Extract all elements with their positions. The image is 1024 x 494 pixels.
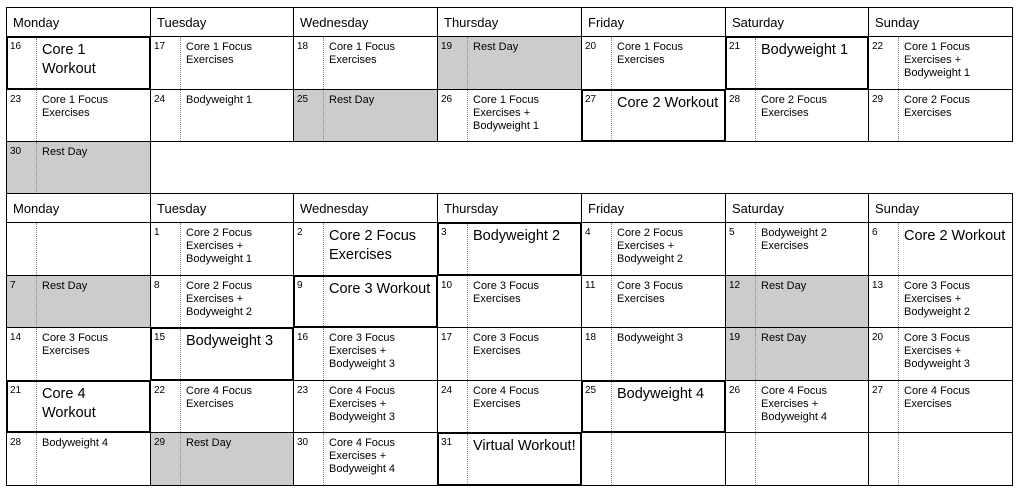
cell-divider bbox=[755, 381, 756, 432]
calendar-day-cell bbox=[150, 327, 294, 381]
calendar-day-cell bbox=[725, 327, 869, 381]
day-activity: Bodyweight 2 bbox=[473, 228, 561, 244]
day-activity: Rest Day bbox=[329, 94, 375, 106]
calendar-day-cell bbox=[725, 275, 869, 328]
day-activity: Core 4 Focus Exercises + Bodyweight 4 bbox=[329, 437, 396, 475]
day-number: 7 bbox=[10, 280, 16, 291]
cell-divider bbox=[180, 37, 181, 89]
calendar-day-cell bbox=[6, 432, 151, 486]
day-activity: Core 3 Focus Exercises + Bodyweight 3 bbox=[904, 332, 971, 370]
day-header-wednesday: Wednesday bbox=[293, 7, 438, 37]
cell-divider bbox=[36, 433, 37, 485]
day-number: 29 bbox=[872, 94, 884, 105]
day-number: 28 bbox=[10, 437, 22, 448]
cell-divider bbox=[323, 381, 324, 432]
day-activity: Core 2 Focus Exercises bbox=[761, 94, 828, 119]
calendar-day-cell bbox=[150, 432, 294, 486]
day-number: 3 bbox=[441, 227, 447, 238]
day-number: 28 bbox=[729, 94, 741, 105]
calendar-day-cell bbox=[437, 36, 582, 90]
cell-divider bbox=[323, 37, 324, 89]
calendar-day-cell bbox=[6, 327, 151, 381]
day-activity: Bodyweight 1 bbox=[186, 94, 253, 106]
calendar-day-cell bbox=[6, 141, 151, 195]
calendar-day-cell bbox=[581, 222, 726, 276]
cell-divider bbox=[467, 434, 468, 484]
day-number: 16 bbox=[10, 41, 22, 52]
calendar-day-cell bbox=[437, 380, 582, 433]
day-activity: Core 4 Focus Exercises bbox=[186, 385, 253, 410]
cell-divider bbox=[898, 37, 899, 89]
day-number: 25 bbox=[297, 94, 309, 105]
day-activity: Core 2 Workout bbox=[617, 95, 719, 111]
day-activity: Virtual Workout! bbox=[473, 438, 576, 454]
day-header-saturday: Saturday bbox=[725, 7, 869, 37]
day-number: 27 bbox=[585, 94, 597, 105]
cell-divider bbox=[467, 37, 468, 89]
day-header-thursday: Thursday bbox=[437, 193, 582, 223]
day-header-monday: Monday bbox=[6, 193, 151, 223]
calendar-day-cell bbox=[150, 222, 294, 276]
day-header-saturday: Saturday bbox=[725, 193, 869, 223]
calendar-day-cell bbox=[293, 275, 438, 328]
cell-divider bbox=[611, 328, 612, 380]
cell-divider bbox=[323, 223, 324, 275]
cell-divider bbox=[467, 381, 468, 432]
day-number: 15 bbox=[154, 332, 166, 343]
day-activity: Core 3 Focus Exercises + Bodyweight 2 bbox=[904, 280, 971, 318]
day-activity: Core 3 Focus Exercises bbox=[473, 332, 540, 357]
day-header-thursday: Thursday bbox=[437, 7, 582, 37]
cell-divider bbox=[611, 223, 612, 275]
calendar-day-cell bbox=[868, 327, 1013, 381]
cell-divider bbox=[180, 223, 181, 275]
day-number: 19 bbox=[729, 332, 741, 343]
cell-divider bbox=[467, 224, 468, 274]
day-number: 24 bbox=[441, 385, 453, 396]
day-number: 31 bbox=[441, 437, 453, 448]
day-number: 21 bbox=[10, 385, 22, 396]
day-number: 26 bbox=[441, 94, 453, 105]
cell-divider bbox=[36, 142, 37, 194]
cell-divider bbox=[898, 433, 899, 485]
day-activity: Rest Day bbox=[42, 146, 88, 158]
day-number: 16 bbox=[297, 332, 309, 343]
day-activity: Rest Day bbox=[186, 437, 232, 449]
day-activity: Core 2 Focus Exercises + Bodyweight 1 bbox=[186, 227, 253, 265]
day-activity: Core 3 Focus Exercises bbox=[617, 280, 684, 305]
cell-divider bbox=[898, 328, 899, 380]
day-number: 1 bbox=[154, 227, 160, 238]
cell-divider bbox=[898, 276, 899, 327]
cell-divider bbox=[755, 328, 756, 380]
calendar-day-cell bbox=[150, 275, 294, 328]
cell-divider bbox=[467, 276, 468, 327]
day-activity: Core 2 Focus Exercises bbox=[329, 228, 417, 263]
day-activity: Bodyweight 3 bbox=[617, 332, 684, 344]
day-activity: Core 1 Focus Exercises bbox=[617, 41, 684, 66]
cell-divider bbox=[467, 90, 468, 141]
day-activity: Bodyweight 3 bbox=[186, 333, 274, 349]
day-activity: Core 1 Focus Exercises + Bodyweight 1 bbox=[904, 41, 971, 79]
cell-divider bbox=[323, 433, 324, 485]
calendar-day-cell bbox=[581, 36, 726, 90]
day-number: 20 bbox=[585, 41, 597, 52]
day-number: 23 bbox=[297, 385, 309, 396]
calendar-day-cell bbox=[150, 36, 294, 90]
calendar-day-cell bbox=[725, 89, 869, 142]
cell-divider bbox=[180, 329, 181, 379]
day-number: 19 bbox=[441, 41, 453, 52]
cell-divider bbox=[36, 38, 37, 88]
cell-divider bbox=[611, 91, 612, 140]
day-activity: Core 4 Focus Exercises bbox=[904, 385, 971, 410]
calendar-day-cell bbox=[725, 36, 869, 90]
calendar-day-cell bbox=[868, 36, 1013, 90]
day-header-friday: Friday bbox=[581, 193, 726, 223]
cell-divider bbox=[180, 90, 181, 141]
day-header-tuesday: Tuesday bbox=[150, 7, 294, 37]
day-number: 23 bbox=[10, 94, 22, 105]
day-header-friday: Friday bbox=[581, 7, 726, 37]
day-activity: Bodyweight 2 Exercises bbox=[761, 227, 828, 252]
day-number: 21 bbox=[729, 41, 741, 52]
calendar-day-cell bbox=[581, 380, 726, 433]
day-number: 29 bbox=[154, 437, 166, 448]
day-activity: Bodyweight 1 bbox=[761, 42, 849, 58]
calendar-day-cell bbox=[868, 432, 1013, 486]
cell-divider bbox=[180, 381, 181, 432]
day-number: 4 bbox=[585, 227, 591, 238]
day-activity: Core 2 Focus Exercises + Bodyweight 2 bbox=[186, 280, 253, 318]
day-number: 13 bbox=[872, 280, 884, 291]
day-number: 22 bbox=[154, 385, 166, 396]
calendar-day-cell bbox=[725, 432, 869, 486]
cell-divider bbox=[898, 90, 899, 141]
day-activity: Core 3 Focus Exercises bbox=[42, 332, 109, 357]
day-header-sunday: Sunday bbox=[868, 193, 1013, 223]
day-activity: Core 3 Focus Exercises bbox=[473, 280, 540, 305]
day-number: 18 bbox=[297, 41, 309, 52]
calendar-day-cell bbox=[437, 432, 582, 486]
day-number: 27 bbox=[872, 385, 884, 396]
day-activity: Core 1 Workout bbox=[42, 42, 96, 77]
calendar-day-cell bbox=[581, 89, 726, 142]
day-activity: Rest Day bbox=[761, 280, 807, 292]
cell-divider bbox=[898, 381, 899, 432]
cell-divider bbox=[611, 276, 612, 327]
day-number: 5 bbox=[729, 227, 735, 238]
cell-divider bbox=[36, 382, 37, 431]
day-activity: Core 1 Focus Exercises + Bodyweight 1 bbox=[473, 94, 540, 132]
day-activity: Core 2 Workout bbox=[904, 228, 1006, 244]
cell-divider bbox=[755, 38, 756, 88]
day-activity: Rest Day bbox=[761, 332, 807, 344]
day-header-tuesday: Tuesday bbox=[150, 193, 294, 223]
day-activity: Core 2 Focus Exercises + Bodyweight 2 bbox=[617, 227, 684, 265]
day-number: 18 bbox=[585, 332, 597, 343]
day-activity: Core 4 Focus Exercises + Bodyweight 4 bbox=[761, 385, 828, 423]
cell-divider bbox=[180, 433, 181, 485]
cell-divider bbox=[36, 223, 37, 275]
calendar-day-cell bbox=[6, 222, 151, 276]
day-activity: Core 1 Focus Exercises bbox=[42, 94, 109, 119]
day-number: 22 bbox=[872, 41, 884, 52]
calendar-day-cell bbox=[293, 89, 438, 142]
day-activity: Core 1 Focus Exercises bbox=[186, 41, 253, 66]
calendar-day-cell bbox=[725, 380, 869, 433]
cell-divider bbox=[755, 90, 756, 141]
day-header-sunday: Sunday bbox=[868, 7, 1013, 37]
calendar-day-cell bbox=[437, 275, 582, 328]
day-number: 30 bbox=[297, 437, 309, 448]
calendar-day-cell bbox=[6, 89, 151, 142]
cell-divider bbox=[898, 223, 899, 275]
cell-divider bbox=[611, 37, 612, 89]
calendar-day-cell bbox=[581, 275, 726, 328]
day-activity: Bodyweight 4 bbox=[42, 437, 109, 449]
calendar-day-cell bbox=[437, 222, 582, 276]
day-activity: Core 4 Focus Exercises bbox=[473, 385, 540, 410]
day-number: 2 bbox=[297, 227, 303, 238]
day-activity: Rest Day bbox=[473, 41, 519, 53]
cell-divider bbox=[467, 328, 468, 380]
day-number: 20 bbox=[872, 332, 884, 343]
calendar-day-cell bbox=[293, 222, 438, 276]
cell-divider bbox=[323, 277, 324, 326]
calendar-day-cell bbox=[868, 380, 1013, 433]
calendar-day-cell bbox=[6, 275, 151, 328]
day-header-monday: Monday bbox=[6, 7, 151, 37]
cell-divider bbox=[36, 90, 37, 141]
day-number: 26 bbox=[729, 385, 741, 396]
calendar-day-cell bbox=[868, 275, 1013, 328]
day-header-wednesday: Wednesday bbox=[293, 193, 438, 223]
cell-divider bbox=[323, 328, 324, 380]
calendar-day-cell bbox=[293, 432, 438, 486]
cell-divider bbox=[323, 90, 324, 141]
calendar-day-cell bbox=[725, 222, 869, 276]
cell-divider bbox=[611, 382, 612, 431]
day-number: 8 bbox=[154, 280, 160, 291]
day-number: 17 bbox=[154, 41, 166, 52]
calendar-day-cell bbox=[6, 380, 151, 433]
cell-divider bbox=[755, 223, 756, 275]
day-activity: Core 4 Workout bbox=[42, 386, 96, 421]
day-number: 25 bbox=[585, 385, 597, 396]
cell-divider bbox=[36, 328, 37, 380]
day-activity: Rest Day bbox=[42, 280, 88, 292]
day-number: 24 bbox=[154, 94, 166, 105]
calendar-day-cell bbox=[150, 380, 294, 433]
day-activity: Core 1 Focus Exercises bbox=[329, 41, 396, 66]
calendar-day-cell bbox=[868, 89, 1013, 142]
day-number: 6 bbox=[872, 227, 878, 238]
day-number: 14 bbox=[10, 332, 22, 343]
calendar-day-cell bbox=[868, 222, 1013, 276]
cell-divider bbox=[611, 433, 612, 485]
calendar-day-cell bbox=[581, 432, 726, 486]
cell-divider bbox=[36, 276, 37, 327]
day-activity: Core 2 Focus Exercises bbox=[904, 94, 971, 119]
day-number: 17 bbox=[441, 332, 453, 343]
calendar-day-cell bbox=[437, 89, 582, 142]
calendar-day-cell bbox=[293, 380, 438, 433]
day-number: 10 bbox=[441, 280, 453, 291]
cell-divider bbox=[180, 276, 181, 327]
day-activity: Core 4 Focus Exercises + Bodyweight 3 bbox=[329, 385, 396, 423]
day-number: 9 bbox=[297, 280, 303, 291]
calendar-day-cell bbox=[293, 327, 438, 381]
calendar-day-cell bbox=[293, 36, 438, 90]
calendar-day-cell bbox=[150, 89, 294, 142]
day-number: 12 bbox=[729, 280, 741, 291]
day-number: 30 bbox=[10, 146, 22, 157]
day-activity: Bodyweight 4 bbox=[617, 386, 705, 402]
calendar-day-cell bbox=[437, 327, 582, 381]
calendar-day-cell bbox=[6, 36, 151, 90]
day-activity: Core 3 Focus Exercises + Bodyweight 3 bbox=[329, 332, 396, 370]
cell-divider bbox=[755, 433, 756, 485]
day-activity: Core 3 Workout bbox=[329, 281, 431, 297]
day-number: 11 bbox=[585, 280, 596, 291]
cell-divider bbox=[755, 276, 756, 327]
calendar-day-cell bbox=[581, 327, 726, 381]
